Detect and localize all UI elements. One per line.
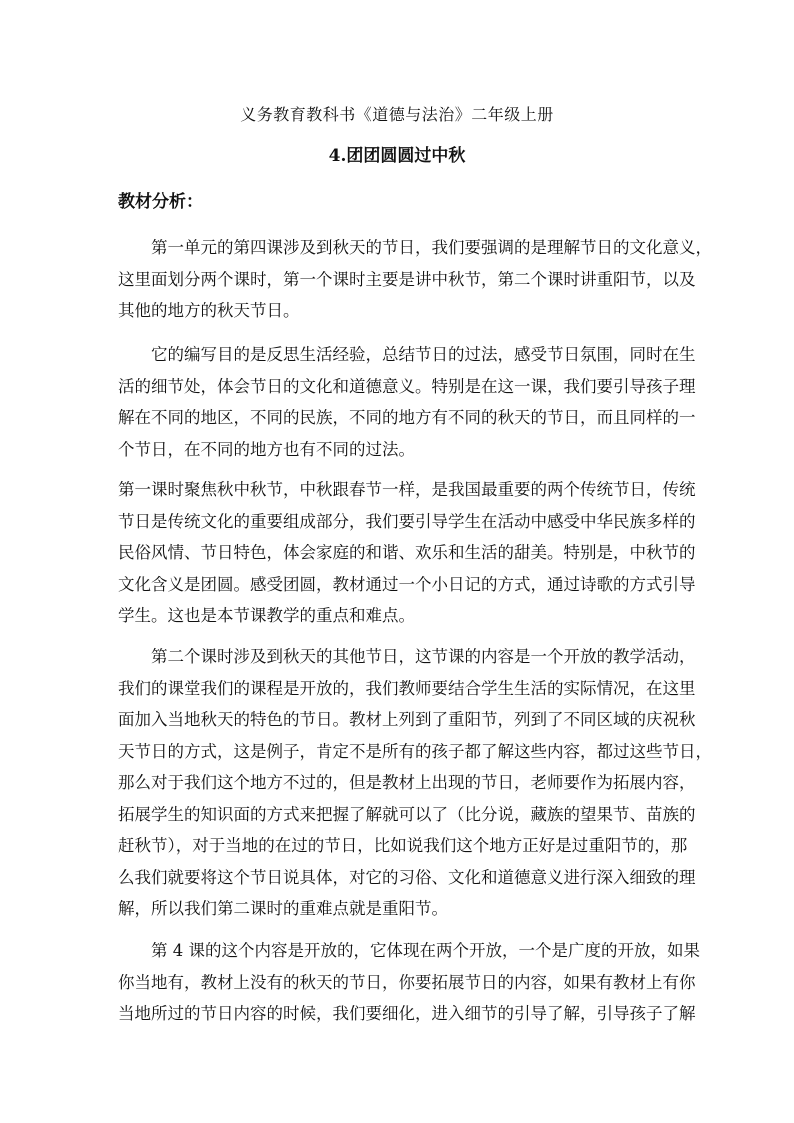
paragraph-line: 当地所过的节日内容的时候，我们要细化，进入细节的引导了解，引导孩子了解 [118, 1004, 696, 1023]
paragraph-line: 解在不同的地区，不同的民族，不同的地方有不同的秋天的节日，而且同样的一 [118, 408, 696, 427]
paragraph-line: 我们的课堂我们的课程是开放的，我们教师要结合学生生活的实际情况，在这里 [118, 678, 696, 698]
paragraph-line: 你当地有，教材上没有的秋天的节日，你要拓展节日的内容，如果有教材上有你 [118, 972, 696, 992]
paragraph-line: 赶秋节），对于当地的在过的节日，比如说我们这个地方正好是过重阳节的，那 [118, 836, 688, 855]
paragraph-line: 第二个课时涉及到秋天的其他节日，这节课的内容是一个开放的教学活动， [118, 647, 696, 666]
paragraph-line: 节日是传统文化的重要组成部分，我们要引导学生在活动中感受中华民族多样的 [118, 511, 696, 531]
paragraph-4 [118, 641, 712, 925]
paragraph-line: 拓展学生的知识面的方式来把握了解就可以了（比分说，藏族的望果节、苗族的 [118, 804, 696, 824]
paragraph-line: 它的编写目的是反思生活经验，总结节日的过法，感受节日氛围，同时在生 [118, 345, 696, 364]
paragraph-line: 活的细节处，体会节日的文化和道德意义。特别是在这一课，我们要引导孩子理 [118, 376, 696, 396]
paragraph-line: 文化含义是团圆。感受团圆，教材通过一个小日记的方式，通过诗歌的方式引导 [118, 574, 696, 594]
paragraph-2 [118, 339, 696, 465]
document-subtitle: 义务教育教科书《道德与法治》二年级上册 [240, 105, 554, 124]
paragraph-line: 其他的地方的秋天节日。 [118, 301, 300, 320]
paragraph-line: 第一课时聚焦秋中秋节，中秋跟春节一样，是我国最重要的两个传统节日，传统 [118, 480, 696, 499]
paragraph-line: 第一单元的第四课涉及到秋天的节日，我们要强调的是理解节日的文化意义， [118, 238, 712, 257]
paragraph-line: 民俗风情、节日特色，体会家庭的和谐、欢乐和生活的甜美。特别是，中秋节的 [118, 543, 696, 562]
paragraph-line: 天节日的方式，这是例子，肯定不是所有的孩子都了解这些内容，都过这些节日， [118, 741, 712, 761]
paragraph-1 [118, 232, 712, 327]
section-heading: 教材分析： [118, 192, 203, 212]
paragraph-line: 解，所以我们第二课时的重难点就是重阳节。 [118, 899, 448, 918]
paragraph-line: 面加入当地秋天的特色的节日。教材上列到了重阳节，列到了不同区域的庆祝秋 [118, 710, 696, 729]
paragraph-line: 这里面划分两个课时，第一个课时主要是讲中秋节，第二个课时讲重阳节，以及 [118, 269, 696, 289]
paragraph-line: 个节日，在不同的地方也有不同的过法。 [118, 439, 415, 459]
paragraph-5 [118, 935, 700, 1030]
paragraph-line: 那么对于我们这个地方不过的，但是教材上出现的节日，老师要作为拓展内容， [118, 773, 696, 792]
paragraph-3 [118, 474, 696, 632]
paragraph-line: 学生。这也是本节课教学的重点和难点。 [118, 606, 415, 625]
lesson-title: 4.团团圆圆过中秋 [328, 146, 466, 166]
paragraph-line: 第 4 课的这个内容是开放的，它体现在两个开放，一个是广度的开放，如果 [118, 941, 700, 960]
paragraph-line: 么我们就要将这个节日说具体，对它的习俗、文化和道德意义进行深入细致的理 [118, 867, 696, 887]
